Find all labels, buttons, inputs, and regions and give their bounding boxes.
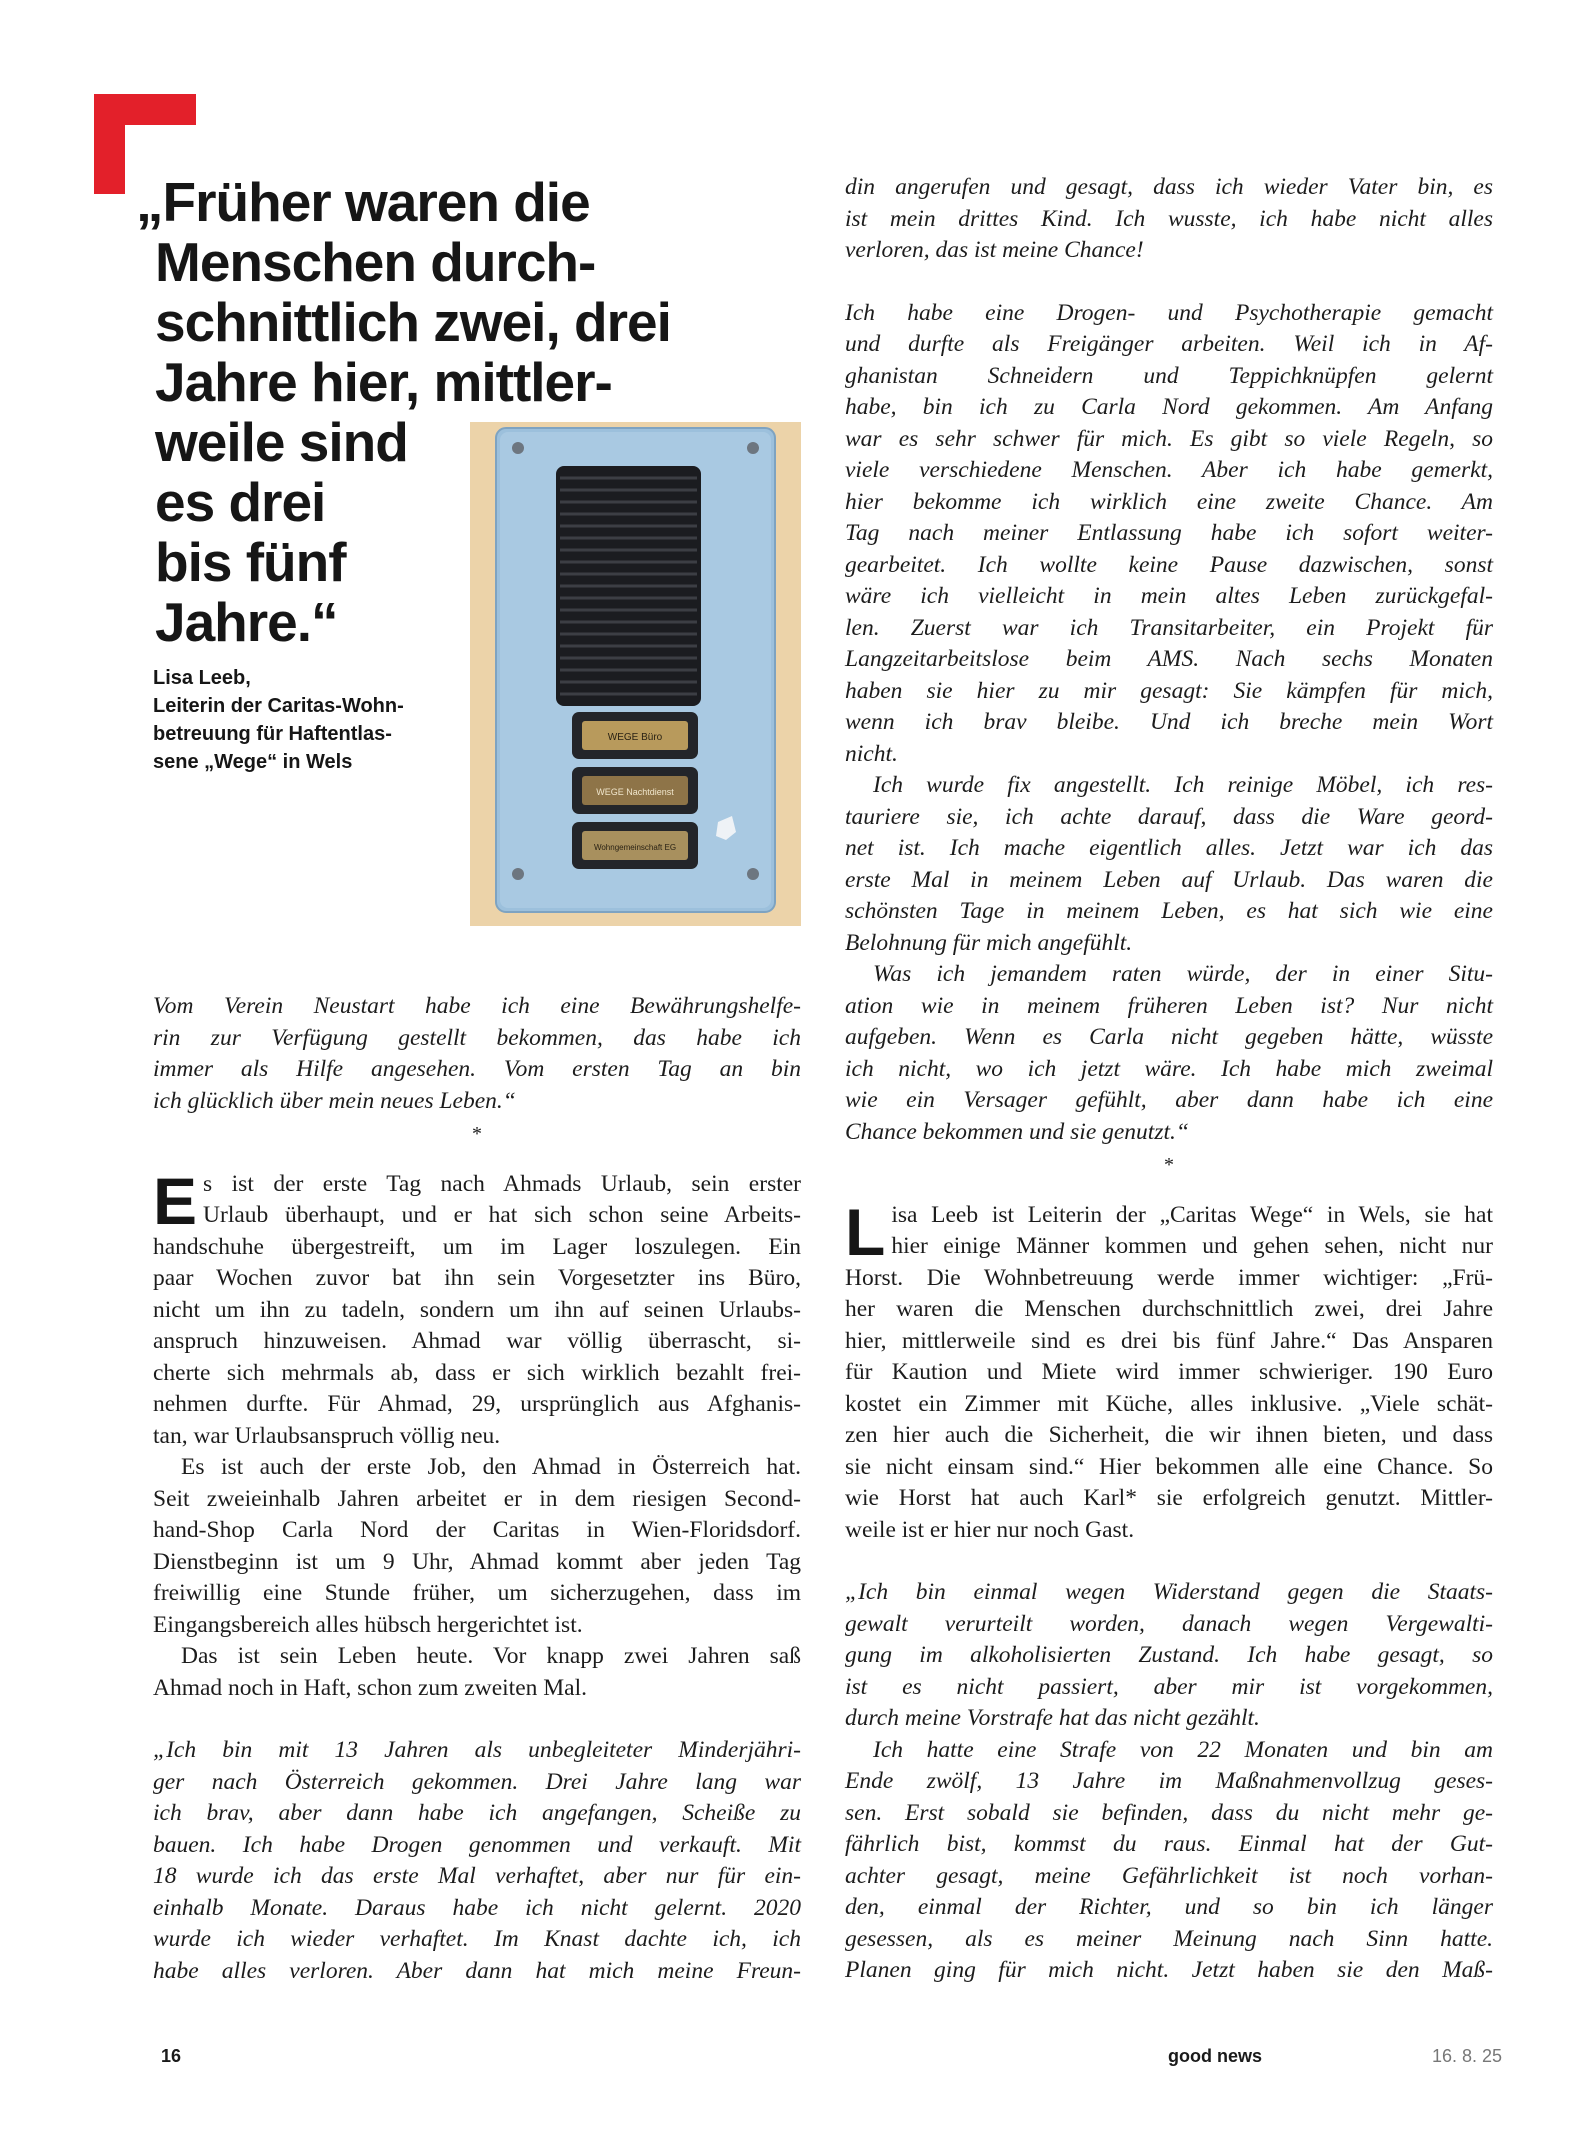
doorbell-photo <box>470 422 801 926</box>
text-line: bauen. Ich habe Drogen genommen und verkauft. Mit <box>153 1831 801 1858</box>
text-line: aufgeben. Wenn es Carla nicht gegeben hätte, wüsste <box>845 1024 1493 1050</box>
italic-paragraph <box>845 1735 1493 1987</box>
text-line: rin zur Verfügung gestellt bekommen, das habe ich <box>153 1024 801 1051</box>
text-line: Urlaub überhaupt, und er hat sich schon seine Arbeits- <box>203 1202 801 1228</box>
text-line: hand-Shop Carla Nord der Caritas in Wien-Floridsdorf. <box>153 1517 801 1543</box>
text-line: war es sehr schwer für mich. Es gibt so viele Regeln, so <box>845 425 1493 452</box>
text-line: tan, war Urlaubsanspruch völlig neu. <box>153 1422 501 1449</box>
text-line: nicht. <box>845 740 898 767</box>
pull-quote-line: Jahre.“ <box>155 591 338 653</box>
text-line: für Kaution und Miete wird immer schwieriger. 190 Euro <box>845 1359 1493 1385</box>
pull-quote-line: schnittlich zwei, drei <box>155 291 671 353</box>
text-line: wenn ich brav bleibe. Und ich breche mein Wort <box>845 709 1493 735</box>
text-line: weile ist er hier nur noch Gast. <box>845 1516 1135 1543</box>
body-paragraph <box>153 1452 801 1641</box>
text-line: net ist. Ich mache eigentlich alles. Jetzt war ich das <box>845 835 1493 861</box>
red-corner-mark-vertical <box>94 94 125 194</box>
text-line: ation wie in meinem früheren Leben ist? Nur nicht <box>845 992 1493 1019</box>
credit-line: betreuung für Haftentlas- <box>153 723 392 745</box>
text-line: Horst. Die Wohnbetreuung werde immer wichtiger: „Frü- <box>845 1264 1493 1291</box>
text-line: einhalb Monate. Daraus habe ich nicht gelernt. 2020 <box>153 1894 801 1921</box>
credit-line: Lisa Leeb, <box>153 667 251 689</box>
text-line: nehmen durfte. Für Ahmad, 29, ursprünglich aus Afghanis- <box>153 1391 801 1417</box>
pull-quote-line: weile sind <box>155 411 408 473</box>
body-paragraph <box>153 1641 801 1704</box>
text-line: cherte sich mehrmals ab, dass er sich wirklich bezahlt frei- <box>153 1359 801 1386</box>
text-line: Tag nach meiner Entlassung habe ich sofort weiter- <box>845 520 1493 546</box>
text-line: gesessen, als es meiner Meinung nach Sinn hatte. <box>845 1925 1493 1952</box>
text-line: ghanistan Schneidern und Teppichknüpfen gelernt <box>845 362 1493 389</box>
text-line: Ende zwölf, 13 Jahre im Maßnahmenvollzug geses- <box>845 1768 1493 1794</box>
text-line: len. Zuerst war ich Transitarbeiter, ein Projekt für <box>845 614 1493 641</box>
drop-cap: L <box>845 1194 886 1269</box>
italic-paragraph <box>845 298 1493 771</box>
credit-line: sene „Wege“ in Wels <box>153 751 353 773</box>
left-column <box>153 991 801 1987</box>
text-line: Es ist auch der erste Job, den Ahmad in Österreich hat. <box>181 1454 801 1480</box>
text-line: ich glücklich über mein neues Leben.“ <box>153 1087 516 1114</box>
text-line: din angerufen und gesagt, dass ich wieder Vater bin, es <box>845 174 1493 200</box>
text-line: wurde ich wieder verhaftet. Im Knast dachte ich, ich <box>153 1926 801 1952</box>
text-line: wie ein Versager gefühlt, aber dann habe ich eine <box>845 1087 1493 1113</box>
text-line: Eingangsbereich alles hübsch hergerichtet ist. <box>153 1611 583 1638</box>
text-line: handschuhe übergestreift, um im Lager loszulegen. Ein <box>153 1233 801 1260</box>
credit-line: Leiterin der Caritas-Wohn- <box>153 695 404 717</box>
italic-paragraph <box>153 1735 801 1987</box>
text-line: Chance bekommen und sie genutzt.“ <box>845 1118 1189 1145</box>
text-line: anspruch hinzuweisen. Ahmad war völlig überrascht, si- <box>153 1328 801 1354</box>
text-line: habe alles verloren. Aber dann hat mich meine Freun- <box>153 1957 801 1984</box>
text-line: nicht um ihn zu tadeln, sondern um ihn auf seinen Urlaubs- <box>153 1296 801 1323</box>
text-line: ger nach Österreich gekommen. Drei Jahre lang war <box>153 1768 801 1795</box>
body-paragraph <box>845 1194 1493 1547</box>
text-line: Ich hatte eine Strafe von 22 Monaten und bin am <box>873 1736 1493 1763</box>
section-separator: * <box>1164 1154 1174 1176</box>
pull-quote-line: „Früher waren die <box>136 171 590 233</box>
text-line: ist es nicht passiert, aber mir ist vorgekommen, <box>845 1673 1493 1700</box>
text-line: tauriere sie, ich achte darauf, dass die Ware geord- <box>845 803 1493 830</box>
text-line: Planen ging für mich nicht. Jetzt haben sie den Maß- <box>845 1957 1493 1983</box>
pull-quote-line: Menschen durch- <box>155 231 596 293</box>
text-line: isa Leeb ist Leiterin der „Caritas Wege“ in Wels, sie hat <box>891 1201 1493 1228</box>
text-line: habe, bin ich zu Carla Nord gekommen. Am Anfang <box>845 394 1493 420</box>
text-line: achter gesagt, meine Gefährlichkeit ist noch vorhan- <box>845 1862 1493 1889</box>
text-line: gewalt verurteilt worden, danach wegen Vergewalti- <box>845 1610 1493 1637</box>
italic-paragraph <box>845 959 1493 1148</box>
text-line: verloren, das ist meine Chance! <box>845 237 1144 263</box>
issue-date: 16. 8. 25 <box>1432 2046 1503 2066</box>
text-line: viele verschiedene Menschen. Aber ich habe gemerkt, <box>845 457 1493 483</box>
text-line: Dienstbeginn ist um 9 Uhr, Ahmad kommt aber jeden Tag <box>153 1548 801 1575</box>
pull-quote-line: Jahre hier, mittler- <box>155 351 612 413</box>
text-line: haben sie hier zu mir gesagt: Sie kämpfen für mich, <box>845 677 1493 704</box>
text-line: Vom Verein Neustart habe ich eine Bewährungshelfe- <box>153 993 801 1019</box>
text-line: Ich habe eine Drogen- und Psychotherapie gemacht <box>845 299 1493 326</box>
text-line: Langzeitarbeitslose beim AMS. Nach sechs Monaten <box>845 646 1493 672</box>
text-line: gearbeitet. Ich wollte keine Pause dazwischen, sonst <box>845 551 1493 578</box>
text-line: paar Wochen zuvor bat ihn sein Vorgesetzter ins Büro, <box>153 1265 801 1291</box>
text-line: „Ich bin einmal wegen Widerstand gegen die Staats- <box>845 1579 1493 1605</box>
text-line: s ist der erste Tag nach Ahmads Urlaub, sein erster <box>203 1170 801 1197</box>
italic-paragraph <box>845 1577 1493 1735</box>
text-line: freiwillig eine Stunde früher, um sicherzugehen, dass im <box>153 1580 801 1606</box>
text-line: immer als Hilfe angesehen. Vom ersten Tag an bin <box>153 1056 801 1082</box>
pull-quote-line: bis fünf <box>155 531 346 593</box>
drop-cap: E <box>153 1163 198 1238</box>
text-line: ist mein drittes Kind. Ich wusste, ich habe nicht alles <box>845 205 1493 232</box>
text-line: ich brav, aber dann habe ich angefangen, Scheiße zu <box>153 1800 801 1826</box>
text-line: hier einige Männer kommen und gehen sehen, nicht nur <box>891 1233 1493 1259</box>
text-line: kostet ein Zimmer mit Küche, alles inklusive. „Viele schät- <box>845 1390 1493 1417</box>
text-line: sie nicht einsam sind.“ Hier bekommen alle eine Chance. So <box>845 1453 1493 1480</box>
text-line: durch meine Vorstrafe hat das nicht gezählt. <box>845 1705 1260 1731</box>
text-line: Ich wurde fix angestellt. Ich reinige Möbel, ich res- <box>873 772 1493 798</box>
right-column <box>845 172 1493 1987</box>
text-line: ich nicht, wo ich jetzt wäre. Ich habe mich zweimal <box>845 1055 1493 1082</box>
doorbell-label: Wohngemeinschaft EG <box>593 843 677 852</box>
text-line: Seit zweieinhalb Jahren arbeitet er in dem riesigen Second- <box>153 1485 801 1512</box>
text-line: wäre ich vielleicht in mein altes Leben zurückgefal- <box>845 583 1493 609</box>
pull-quote-line: es drei <box>155 471 326 533</box>
section-separator: * <box>472 1123 482 1145</box>
text-line: Was ich jemandem raten würde, der in einer Situ- <box>873 961 1493 987</box>
body-paragraph <box>153 1163 801 1453</box>
text-line: „Ich bin mit 13 Jahren als unbegleiteter Minderjähri- <box>153 1737 801 1763</box>
italic-paragraph <box>845 172 1493 267</box>
text-line: zen hier auch die Sicherheit, die wir ihnen bieten, und dass <box>845 1422 1493 1448</box>
italic-paragraph <box>845 770 1493 959</box>
text-line: gung im alkoholisierten Zustand. Ich habe gesagt, so <box>845 1642 1493 1668</box>
text-line: Ahmad noch in Haft, schon zum zweiten Mal. <box>153 1674 587 1701</box>
text-line: schönsten Tage in meinem Leben, es hat sich wie eine <box>845 898 1493 924</box>
text-line: 18 wurde ich das erste Mal verhaftet, aber nur für ein- <box>153 1863 801 1889</box>
text-line: den, einmal der Richter, und so bin ich länger <box>845 1894 1493 1920</box>
text-line: fährlich bist, kommst du raus. Einmal hat der Gut- <box>845 1831 1493 1857</box>
text-line: hier bekomme ich wirklich eine zweite Chance. Am <box>845 488 1493 515</box>
page-number: 16 <box>161 2046 182 2066</box>
text-line: Das ist sein Leben heute. Vor knapp zwei Jahren saß <box>181 1643 801 1669</box>
italic-paragraph <box>153 991 801 1117</box>
doorbell-label: WEGE Büro <box>607 732 663 743</box>
text-line: wie Horst hat auch Karl* sie erfolgreich genutzt. Mittler- <box>845 1485 1493 1511</box>
text-line: Belohnung für mich angefühlt. <box>845 929 1133 956</box>
doorbell-label: WEGE Nachtdienst <box>596 787 674 797</box>
text-line: hier, mittlerweile sind es drei bis fünf Jahre.“ Das Ansparen <box>845 1327 1493 1354</box>
text-line: her waren die Menschen durchschnittlich zwei, drei Jahre <box>845 1296 1493 1322</box>
quote-credit <box>153 664 473 776</box>
magazine-name: good news <box>1168 2046 1262 2066</box>
text-line: sen. Erst sobald sie befinden, dass du nicht mehr ge- <box>845 1799 1493 1826</box>
text-line: und durfte als Freigänger arbeiten. Weil ich in Af- <box>845 331 1493 357</box>
text-line: erste Mal in meinem Leben auf Urlaub. Das waren die <box>845 866 1493 893</box>
